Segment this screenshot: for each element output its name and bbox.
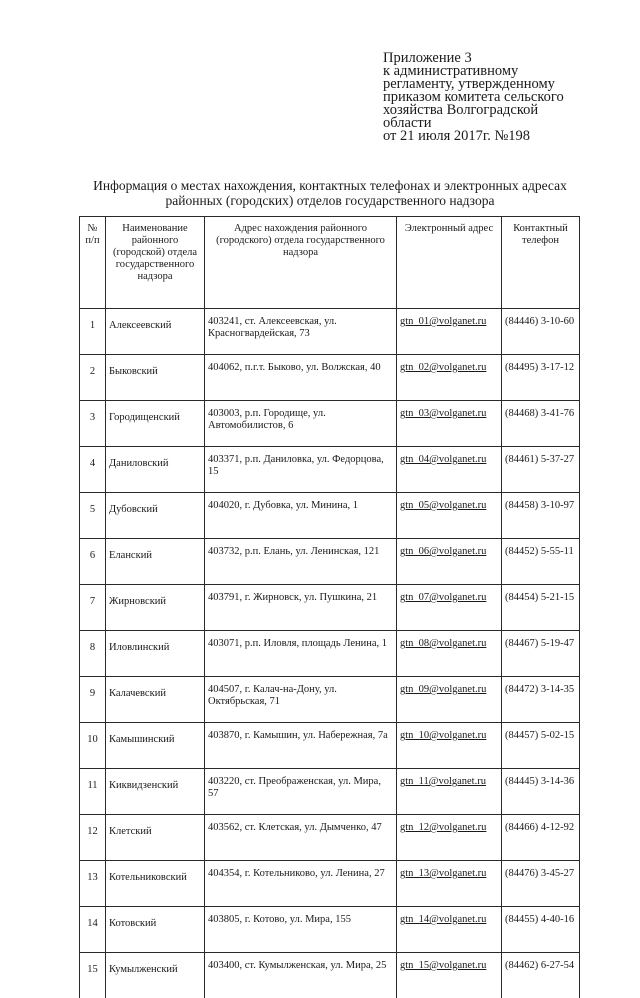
appendix-line: регламенту, утвержденному <box>383 78 603 91</box>
row-email <box>397 585 502 631</box>
email-link[interactable]: gtn_08@volganet.ru <box>400 638 486 649</box>
row-email <box>397 539 502 585</box>
row-email <box>397 309 502 355</box>
row-email <box>397 631 502 677</box>
row-name: Калачевский <box>106 677 205 723</box>
row-address: 403003, р.п. Городище, ул. Автомобилистов, 6 <box>205 401 397 447</box>
row-name: Городищенский <box>106 401 205 447</box>
departments-table <box>79 216 580 998</box>
row-num: 7 <box>80 585 106 631</box>
row-phone: (84461) 5-37-27 <box>502 447 580 493</box>
row-address: 404020, г. Дубовка, ул. Минина, 1 <box>205 493 397 539</box>
row-address: 403562, ст. Клетская, ул. Дымченко, 47 <box>205 815 397 861</box>
email-link[interactable]: gtn_03@volganet.ru <box>400 408 486 419</box>
row-num: 15 <box>80 953 106 998</box>
row-name: Еланский <box>106 539 205 585</box>
email-link[interactable]: gtn_10@volganet.ru <box>400 730 486 741</box>
row-num: 3 <box>80 401 106 447</box>
row-email <box>397 907 502 953</box>
table-row <box>80 493 580 539</box>
header-email: Электронный адрес <box>397 217 502 309</box>
email-link[interactable]: gtn_04@volganet.ru <box>400 454 486 465</box>
appendix-line: к административному <box>383 65 603 78</box>
row-name: Камышинский <box>106 723 205 769</box>
row-num: 5 <box>80 493 106 539</box>
appendix-line: приказом комитета сельского <box>383 91 603 104</box>
row-name: Дубовский <box>106 493 205 539</box>
row-email <box>397 769 502 815</box>
row-address: 403371, р.п. Даниловка, ул. Федорцова, 15 <box>205 447 397 493</box>
row-address: 403220, ст. Преображенская, ул. Мира, 57 <box>205 769 397 815</box>
row-num: 14 <box>80 907 106 953</box>
row-name: Клетский <box>106 815 205 861</box>
email-link[interactable]: gtn_14@volganet.ru <box>400 914 486 925</box>
row-email <box>397 723 502 769</box>
header-name: Наименование районного (городской) отдела государственного надзора <box>106 217 205 309</box>
row-email <box>397 861 502 907</box>
table-body <box>80 309 580 998</box>
table-row <box>80 723 580 769</box>
email-link[interactable]: gtn_01@volganet.ru <box>400 316 486 327</box>
row-phone: (84452) 5-55-11 <box>502 539 580 585</box>
row-num: 10 <box>80 723 106 769</box>
table-row <box>80 907 580 953</box>
row-email <box>397 677 502 723</box>
row-address: 404354, г. Котельниково, ул. Ленина, 27 <box>205 861 397 907</box>
row-num: 11 <box>80 769 106 815</box>
row-num: 2 <box>80 355 106 401</box>
row-num: 1 <box>80 309 106 355</box>
row-address: 403241, ст. Алексеевская, ул. Красногвардейская, 73 <box>205 309 397 355</box>
table-row <box>80 815 580 861</box>
table-row <box>80 401 580 447</box>
appendix-line: от 21 июля 2017г. №198 <box>383 130 603 143</box>
row-phone: (84457) 5-02-15 <box>502 723 580 769</box>
table-row <box>80 861 580 907</box>
row-phone: (84454) 5-21-15 <box>502 585 580 631</box>
email-link[interactable]: gtn_11@volganet.ru <box>400 776 486 787</box>
table-row <box>80 585 580 631</box>
row-name: Даниловский <box>106 447 205 493</box>
row-name: Котовский <box>106 907 205 953</box>
row-address: 403732, р.п. Елань, ул. Ленинская, 121 <box>205 539 397 585</box>
appendix-block <box>383 52 603 143</box>
row-phone: (84468) 3-41-76 <box>502 401 580 447</box>
header-num: № п/п <box>80 217 106 309</box>
row-address: 403805, г. Котово, ул. Мира, 155 <box>205 907 397 953</box>
row-email <box>397 815 502 861</box>
appendix-line: области <box>383 117 603 130</box>
row-name: Алексеевский <box>106 309 205 355</box>
table-row <box>80 631 580 677</box>
row-name: Иловлинский <box>106 631 205 677</box>
row-name: Кумылженский <box>106 953 205 998</box>
row-address: 404507, г. Калач-на-Дону, ул. Октябрьская, 71 <box>205 677 397 723</box>
header-phone: Контактный телефон <box>502 217 580 309</box>
table-header-row <box>80 217 580 309</box>
row-address: 403071, р.п. Иловля, площадь Ленина, 1 <box>205 631 397 677</box>
heading-line: районных (городских) отделов государственного надзора <box>80 193 580 208</box>
row-address: 403870, г. Камышин, ул. Набережная, 7а <box>205 723 397 769</box>
row-phone: (84445) 3-14-36 <box>502 769 580 815</box>
email-link[interactable]: gtn_12@volganet.ru <box>400 822 486 833</box>
row-num: 4 <box>80 447 106 493</box>
table-row <box>80 539 580 585</box>
row-phone: (84476) 3-45-27 <box>502 861 580 907</box>
row-name: Жирновский <box>106 585 205 631</box>
email-link[interactable]: gtn_09@volganet.ru <box>400 684 486 695</box>
table-row <box>80 355 580 401</box>
row-email <box>397 355 502 401</box>
row-phone: (84446) 3-10-60 <box>502 309 580 355</box>
row-address: 404062, п.г.т. Быково, ул. Волжская, 40 <box>205 355 397 401</box>
row-phone: (84458) 3-10-97 <box>502 493 580 539</box>
row-phone: (84467) 5-19-47 <box>502 631 580 677</box>
email-link[interactable]: gtn_15@volganet.ru <box>400 960 486 971</box>
row-email <box>397 493 502 539</box>
row-num: 12 <box>80 815 106 861</box>
row-phone: (84462) 6-27-54 <box>502 953 580 998</box>
email-link[interactable]: gtn_02@volganet.ru <box>400 362 486 373</box>
header-address: Адрес нахождения районного (городского) отдела государственного надзора <box>205 217 397 309</box>
email-link[interactable]: gtn_05@volganet.ru <box>400 500 486 511</box>
row-num: 13 <box>80 861 106 907</box>
table-row <box>80 769 580 815</box>
row-num: 6 <box>80 539 106 585</box>
appendix-line: хозяйства Волгоградской <box>383 104 603 117</box>
document-heading <box>80 178 580 208</box>
row-address: 403400, ст. Кумылженская, ул. Мира, 25 <box>205 953 397 998</box>
table-row <box>80 953 580 998</box>
table-row <box>80 309 580 355</box>
email-link[interactable]: gtn_13@volganet.ru <box>400 868 486 879</box>
row-email <box>397 447 502 493</box>
row-email <box>397 401 502 447</box>
row-phone: (84455) 4-40-16 <box>502 907 580 953</box>
row-phone: (84466) 4-12-92 <box>502 815 580 861</box>
row-name: Киквидзенский <box>106 769 205 815</box>
row-name: Быковский <box>106 355 205 401</box>
email-link[interactable]: gtn_07@volganet.ru <box>400 592 486 603</box>
row-address: 403791, г. Жирновск, ул. Пушкина, 21 <box>205 585 397 631</box>
email-link[interactable]: gtn_06@volganet.ru <box>400 546 486 557</box>
row-phone: (84495) 3-17-12 <box>502 355 580 401</box>
table-row <box>80 677 580 723</box>
row-num: 8 <box>80 631 106 677</box>
row-num: 9 <box>80 677 106 723</box>
table-row <box>80 447 580 493</box>
row-name: Котельниковский <box>106 861 205 907</box>
heading-line: Информация о местах нахождения, контактных телефонах и электронных адресах <box>80 178 580 193</box>
appendix-line: Приложение 3 <box>383 52 603 65</box>
row-phone: (84472) 3-14-35 <box>502 677 580 723</box>
row-email <box>397 953 502 998</box>
